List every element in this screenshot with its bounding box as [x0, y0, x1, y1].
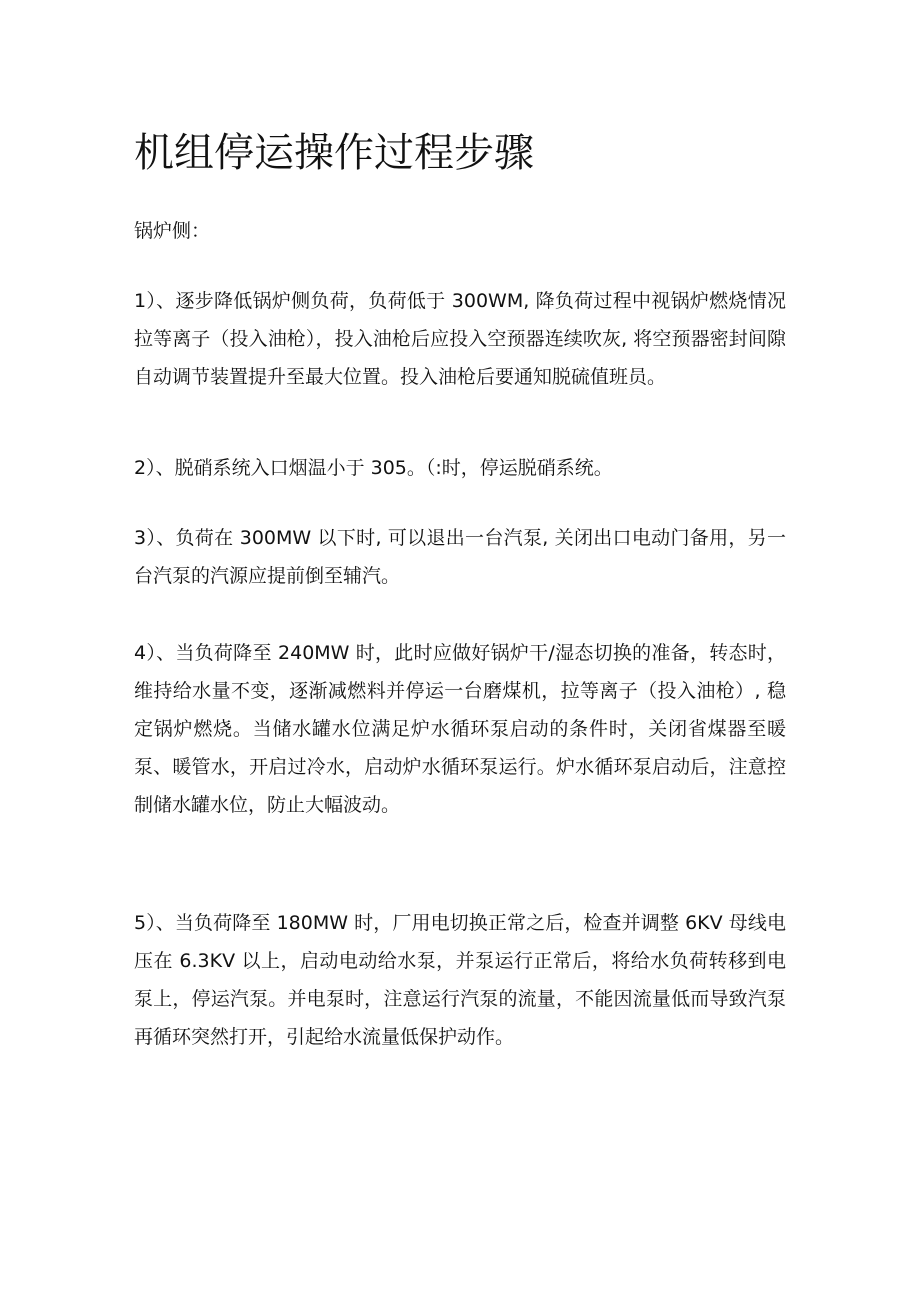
- step-paragraph-4: 4）、当负荷降至 240MW 时，此时应做好锅炉干/湿态切换的准备，转态时，维持给水量不变，逐渐减燃料并停运一台磨煤机，拉等离子（投入油枪）, 稳定锅炉燃烧。当储水罐水位满足炉水循环泵启动的条件时，关闭省煤器至暖泵、暖管水，开启过冷水，启动炉水循环泵运行。炉水循环泵启动后，注意控制储水罐水位，防止大幅波动。: [134, 642, 786, 816]
- step-paragraph-5: 5）、当负荷降至 180MW 时，厂用电切换正常之后，检查并调整 6KV 母线电压在 6.3KV 以上，启动电动给水泵，并泵运行正常后，将给水负荷转移到电泵上，停运汽泵。并电泵时，注意运行汽泵的流量，不能因流量低而导致汽泵再循环突然打开，引起给水流量低保护动作。: [134, 912, 786, 1048]
- step-paragraph-2: 2）、脱硝系统入口烟温小于 305。（:时，停运脱硝系统。: [134, 457, 613, 479]
- page-title: 机组停运操作过程步骤: [134, 130, 534, 176]
- step-paragraph-3: 3）、负荷在 300MW 以下时, 可以退出一台汽泵, 关闭出口电动门备用，另一台汽泵的汽源应提前倒至辅汽。: [134, 527, 786, 587]
- section-heading-boiler-side: 锅炉侧：: [134, 220, 211, 242]
- step-paragraph-1: 1）、逐步降低锅炉侧负荷，负荷低于 300WM, 降负荷过程中视锅炉燃烧情况拉等离子（投入油枪），投入油枪后应投入空预器连续吹灰, 将空预器密封间隙自动调节装置提升至最大位置。投入油枪后要通知脱硫值班员。: [134, 290, 786, 388]
